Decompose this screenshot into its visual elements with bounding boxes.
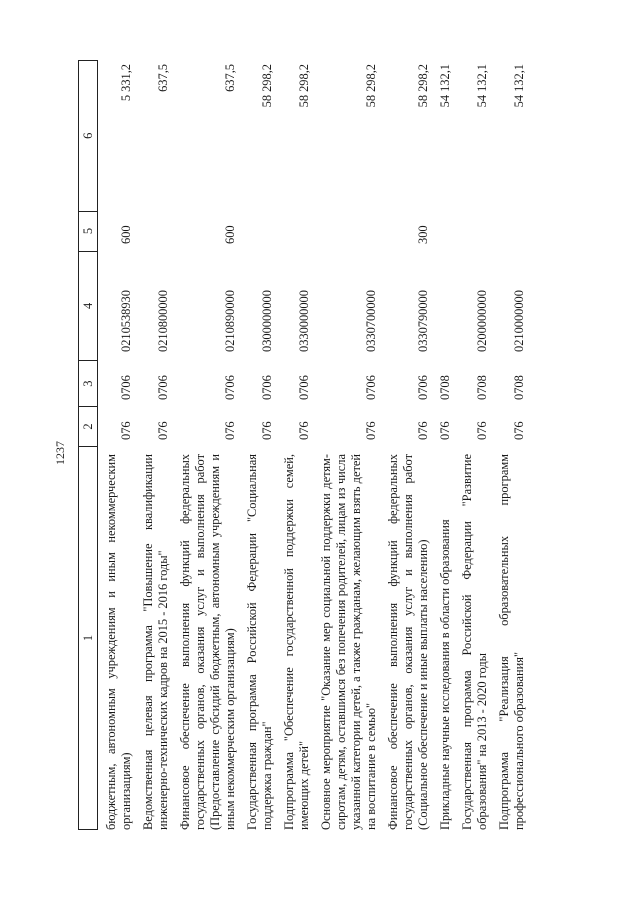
- row-amount: 637,5: [223, 64, 237, 92]
- row-ministry-code: 076: [119, 421, 133, 440]
- row-ministry-code: 076: [364, 421, 378, 440]
- row-expense-type: 600: [223, 225, 237, 244]
- row-target-code: 0200000000: [475, 290, 489, 352]
- row-amount: 5 331,2: [119, 64, 133, 102]
- header-cell-1: 1: [79, 446, 97, 829]
- header-cell-5: 5: [79, 211, 97, 251]
- row-target-code: 0330790000: [416, 290, 430, 352]
- row-target-code: 0210890000: [223, 290, 237, 352]
- row-name: Ведомственная целевая программа "Повышение квалификации инженерно-технических кадров на 2015 - 2016 годы": [141, 454, 170, 830]
- row-section-code: 0708: [438, 375, 452, 400]
- budget-table: [78, 60, 640, 830]
- row-ministry-code: 076: [438, 421, 452, 440]
- row-section-code: 0706: [297, 375, 311, 400]
- row-ministry-code: 076: [475, 421, 489, 440]
- table-row: [178, 60, 238, 830]
- table-body: [104, 60, 527, 830]
- row-name: Подпрограмма "Реализация образовательных программ профессионального образования": [497, 454, 526, 830]
- header-cell-3: 3: [79, 360, 97, 406]
- header-cell-6: 6: [81, 132, 95, 139]
- row-name: Финансовое обеспечение выполнения функций федеральных государственных органов, оказания услуг и выполнения работ (Предоставление субсидий бюджетным, автономным учреждениям и иным некоммерческим организациям): [178, 454, 237, 830]
- row-amount: 58 298,2: [416, 64, 430, 108]
- row-section-code: 0706: [364, 375, 378, 400]
- row-section-code: 0706: [156, 375, 170, 400]
- row-section-code: 0706: [416, 375, 430, 400]
- table-row: [282, 60, 312, 830]
- table-row: [104, 60, 134, 830]
- row-section-code: 0708: [512, 375, 526, 400]
- row-target-code: 0300000000: [260, 290, 274, 352]
- page-number: 1237: [53, 441, 67, 465]
- header-cell-2: 2: [79, 406, 97, 446]
- row-target-code: 0210800000: [156, 290, 170, 352]
- row-amount: 54 132,1: [512, 64, 526, 108]
- row-name: бюджетным, автономным учреждениям и иным некоммерческим организациям): [104, 454, 133, 830]
- row-amount: 54 132,1: [475, 64, 489, 108]
- table-row: [386, 60, 431, 830]
- table-row: [141, 60, 171, 830]
- row-expense-type: 600: [119, 225, 133, 244]
- row-amount: 637,5: [156, 64, 170, 92]
- row-name: Финансовое обеспечение выполнения функций федеральных государственных органов, оказания услуг и выполнения работ (Социальное обеспечение и иные выплаты населению): [386, 454, 430, 830]
- table-row: [497, 60, 527, 830]
- row-name: Подпрограмма "Обеспечение государственной поддержки семей, имеющих детей": [282, 454, 311, 830]
- row-amount: 54 132,1: [438, 64, 452, 108]
- row-ministry-code: 076: [260, 421, 274, 440]
- row-ministry-code: 076: [512, 421, 526, 440]
- row-target-code: 0330000000: [297, 290, 311, 352]
- row-target-code: 0210538930: [119, 290, 133, 352]
- row-ministry-code: 076: [156, 421, 170, 440]
- row-section-code: 0706: [260, 375, 274, 400]
- row-amount: 58 298,2: [297, 64, 311, 108]
- table-row: [460, 60, 490, 830]
- row-name: Прикладные научные исследования в области образования: [438, 519, 452, 830]
- row-ministry-code: 076: [297, 421, 311, 440]
- row-section-code: 0706: [119, 375, 133, 400]
- row-section-code: 0708: [475, 375, 489, 400]
- table-header-row: [78, 60, 98, 830]
- row-ministry-code: 076: [223, 421, 237, 440]
- row-amount: 58 298,2: [364, 64, 378, 108]
- row-amount: 58 298,2: [260, 64, 274, 108]
- row-name: Основное мероприятие "Оказание мер социальной поддержки детям-сиротам, детям, оставшимся без попечения родителей, лицам из числа указанной категории детей, а также гражданам, желающим взять детей на воспитание в семью": [319, 454, 378, 830]
- row-target-code: 0330700000: [364, 290, 378, 352]
- row-target-code: 0210000000: [512, 290, 526, 352]
- row-ministry-code: 076: [416, 421, 430, 440]
- header-cell-4: 4: [79, 251, 97, 361]
- table-row: [438, 60, 453, 830]
- row-name: Государственная программа Российской Федерации "Развитие образования" на 2013 - 2020 годы: [460, 454, 489, 830]
- table-row: [319, 60, 379, 830]
- table-row: [245, 60, 275, 830]
- row-name: Государственная программа Российской Федерации "Социальная поддержка граждан": [245, 454, 274, 830]
- row-section-code: 0706: [223, 375, 237, 400]
- row-expense-type: 300: [416, 225, 430, 244]
